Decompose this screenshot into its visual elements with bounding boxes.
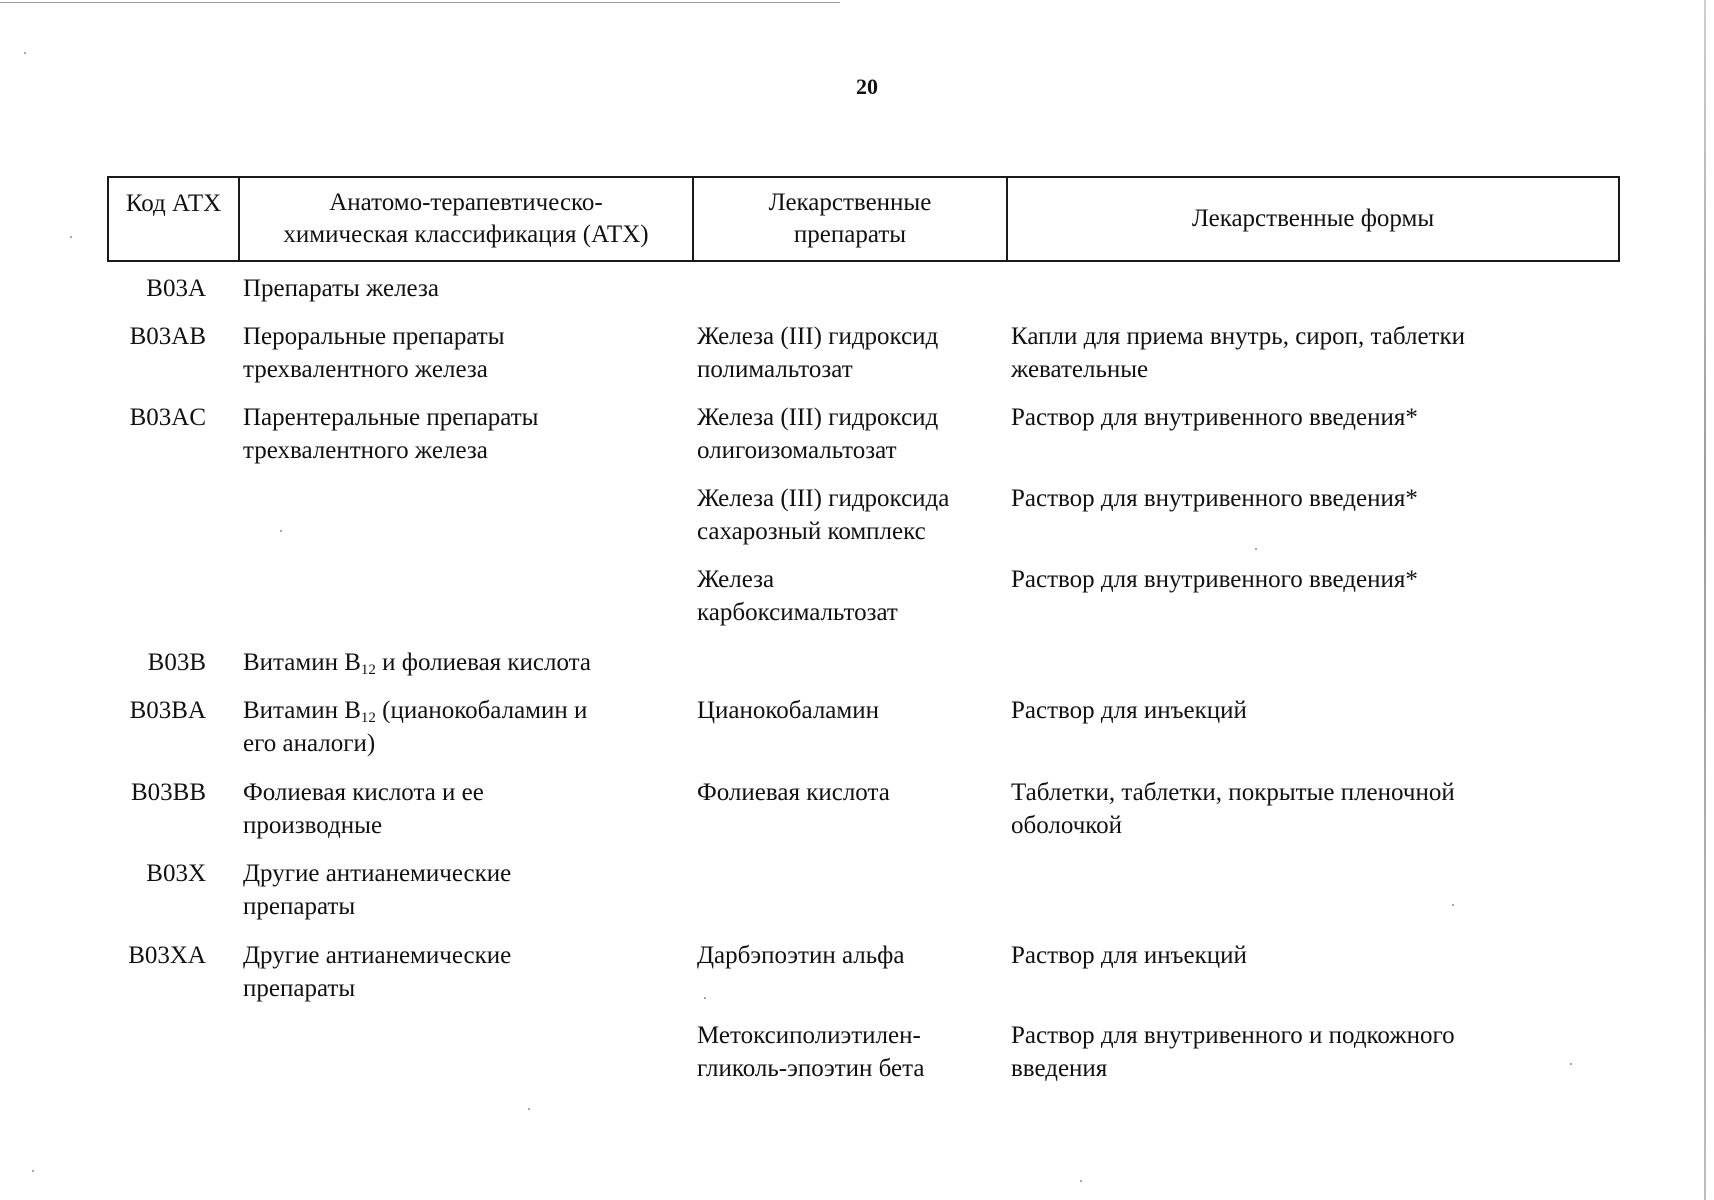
dosage-form [1011, 321, 1551, 386]
drug-line: Железа (III) гидроксида [697, 485, 950, 512]
header-code [109, 178, 240, 260]
form-line: Раствор для внутривенного и подкожного [1011, 1022, 1455, 1049]
drug-name [697, 695, 1007, 728]
drug-line: Железа (III) гидроксид [697, 404, 939, 431]
atx-text: и фолиевая кислота [375, 649, 592, 676]
dosage-form [1011, 695, 1551, 728]
atx-line: Пероральные препараты [243, 323, 505, 350]
scan-speck [280, 530, 282, 532]
atx-line: Фолиевая кислота и ее [243, 779, 484, 806]
scan-speck [24, 52, 26, 54]
atx-text: Витамин B [243, 697, 361, 724]
page-number: 20 [856, 74, 878, 99]
drug-line: карбоксимальтозат [697, 598, 898, 626]
atx-line [243, 647, 683, 680]
form-line: Раствор для внутривенного введения* [1011, 404, 1418, 431]
form-line: оболочкой [1011, 811, 1123, 839]
atx-line: Парентеральные препараты [243, 404, 539, 431]
form-line: введения [1011, 1054, 1108, 1082]
scan-speck [70, 236, 72, 238]
atx-line: Препараты железа [243, 275, 439, 302]
atx-line [243, 695, 683, 728]
header-atx-line1: Анатомо-терапевтическо- [329, 189, 603, 216]
drug-line: Метоксиполиэтилен- [697, 1022, 921, 1049]
dosage-form [1011, 940, 1551, 973]
atx-classification [243, 321, 683, 386]
form-line: Раствор для инъекций [1011, 942, 1247, 969]
atx-classification [243, 777, 683, 842]
atx-subscript: 12 [360, 710, 376, 726]
drug-line: олигоизомальтозат [697, 436, 897, 464]
atx-line: трехвалентного железа [243, 355, 488, 383]
header-atx [240, 178, 694, 260]
form-line: Капли для приема внутрь, сироп, таблетки [1011, 323, 1466, 350]
drug-name [697, 777, 1007, 810]
drug-line: Железа [697, 566, 775, 593]
form-line: Раствор для внутривенного введения* [1011, 566, 1418, 593]
header-forms [1008, 178, 1618, 260]
header-drugs [694, 178, 1008, 260]
drug-name [697, 321, 1007, 386]
scan-speck [32, 1170, 34, 1172]
form-line: Раствор для инъекций [1011, 697, 1247, 724]
atx-classification [243, 858, 683, 923]
atx-classification [243, 940, 683, 1005]
scan-speck [704, 997, 706, 999]
dosage-form [1011, 1020, 1551, 1085]
drug-line: сахарозный комплекс [697, 517, 926, 545]
drug-name [697, 564, 1007, 629]
atx-line: Другие антианемические [243, 942, 512, 969]
scan-speck [1452, 904, 1454, 906]
table-header [107, 176, 1620, 262]
atx-code: B03BA [129, 697, 206, 724]
atx-text: (цианокобаламин и [375, 697, 588, 724]
atx-line: его аналоги) [243, 729, 376, 757]
scan-speck [1255, 548, 1257, 550]
header-drugs-line2: препараты [793, 221, 907, 248]
header-atx-line2: химическая классификация (АТХ) [283, 221, 649, 248]
drug-line: Дарбэпоэтин альфа [697, 942, 905, 969]
atx-classification [243, 402, 683, 467]
dosage-form [1011, 777, 1551, 842]
atx-classification [243, 647, 683, 680]
atx-code: B03AB [129, 323, 206, 350]
scan-speck [528, 1108, 530, 1110]
scan-speck [1080, 1180, 1082, 1182]
atx-line: производные [243, 811, 383, 839]
atx-subscript: 12 [360, 662, 376, 678]
form-line: Раствор для внутривенного введения* [1011, 485, 1418, 512]
header-code-label: Код АТХ [125, 190, 222, 217]
atx-classification [243, 695, 683, 760]
header-drugs-line1: Лекарственные [768, 189, 932, 216]
drug-line: Цианокобаламин [697, 697, 879, 724]
scan-edge-right [1704, 0, 1706, 1200]
drug-name [697, 402, 1007, 467]
form-line: Таблетки, таблетки, покрытые пленочной [1011, 779, 1455, 806]
drug-line: полимальтозат [697, 355, 853, 383]
atx-classification [243, 273, 683, 306]
atx-text: Витамин B [243, 649, 361, 676]
drug-name [697, 940, 1007, 973]
atx-code: B03B [147, 649, 206, 676]
atx-code: B03A [146, 275, 206, 302]
atx-line: препараты [243, 974, 356, 1002]
drug-name [697, 1020, 1007, 1085]
form-line: жевательные [1011, 355, 1149, 383]
drug-line: гликоль-эпоэтин бета [697, 1054, 925, 1082]
drug-name [697, 483, 1007, 548]
scan-edge-top [0, 2, 840, 3]
atx-line: трехвалентного железа [243, 436, 488, 464]
atx-code: B03AC [129, 404, 206, 431]
scan-speck [1570, 1063, 1572, 1065]
dosage-form [1011, 564, 1551, 597]
atx-code: B03BB [130, 779, 206, 806]
header-forms-label: Лекарственные формы [1191, 205, 1435, 232]
atx-code: B03X [146, 860, 206, 887]
drug-line: Фолиевая кислота [697, 779, 890, 806]
atx-line: Другие антианемические [243, 860, 512, 887]
atx-code: B03XA [128, 942, 206, 969]
dosage-form [1011, 402, 1551, 435]
drug-line: Железа (III) гидроксид [697, 323, 939, 350]
dosage-form [1011, 483, 1551, 516]
atx-line: препараты [243, 892, 356, 920]
